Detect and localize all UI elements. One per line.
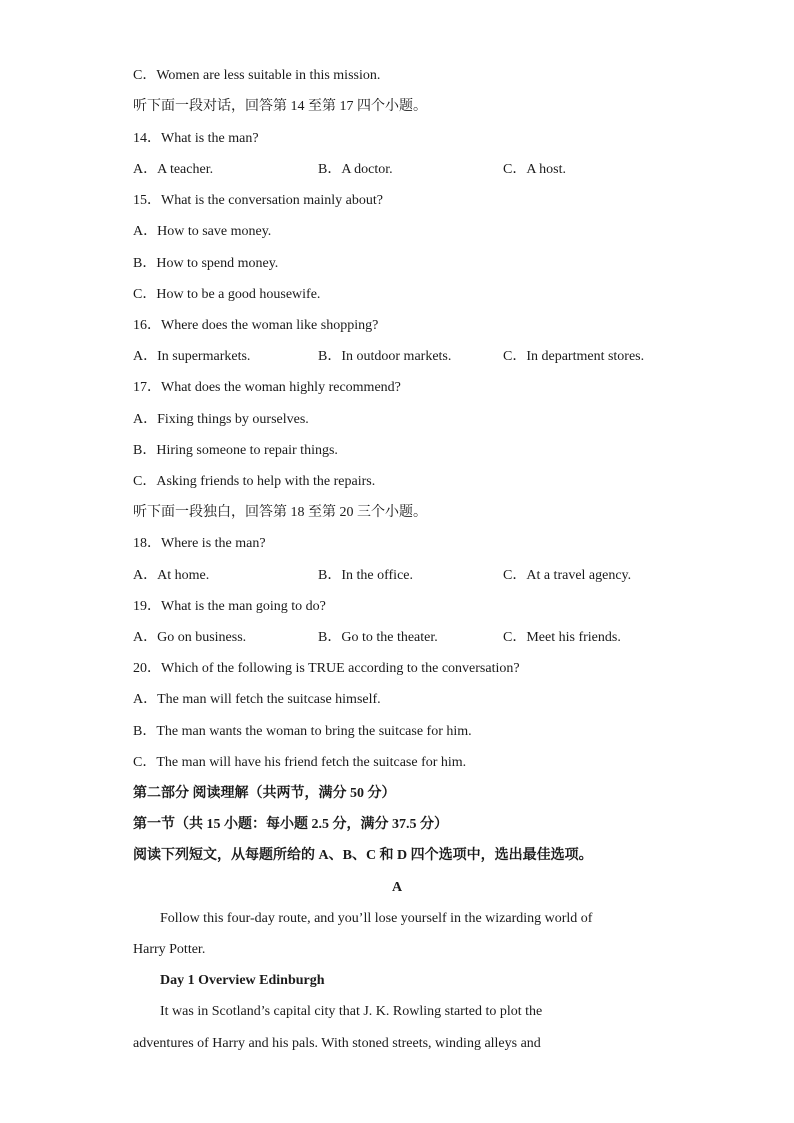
question-16: 16．Where does the woman like shopping? (133, 318, 379, 333)
question-18: 18．Where is the man? (133, 536, 266, 551)
q16-option-a: A．In supermarkets. (133, 349, 251, 364)
section-instruction-14-17: 听下面一段对话，回答第 14 至第 17 四个小题。 (133, 99, 427, 114)
q18-option-b: B．In the office. (318, 568, 413, 583)
q20-option-b: B．The man wants the woman to bring the suitcase for him. (133, 724, 472, 739)
q15-option-a: A．How to save money. (133, 224, 272, 239)
question-20: 20．Which of the following is TRUE according to the conversation? (133, 661, 520, 676)
section-instruction-18-20: 听下面一段独白，回答第 18 至第 20 三个小题。 (133, 505, 427, 520)
passage-label: A (391, 880, 403, 895)
q14-option-a: A．A teacher. (133, 162, 214, 177)
q20-option-a: A．The man will fetch the suitcase himself. (133, 692, 381, 707)
q15-option-c: C．How to be a good housewife. (133, 287, 321, 302)
question-19: 19．What is the man going to do? (133, 599, 326, 614)
q17-option-b: B．Hiring someone to repair things. (133, 443, 338, 458)
q19-option-b: B．Go to the theater. (318, 630, 438, 645)
q19-option-c: C．Meet his friends. (503, 630, 621, 645)
q17-option-c: C．Asking friends to help with the repairs. (133, 474, 376, 489)
q18-option-c: C．At a travel agency. (503, 568, 632, 583)
q20-option-c: C．The man will have his friend fetch the suitcase for him. (133, 755, 467, 770)
question-15: 15．What is the conversation mainly about? (133, 193, 383, 208)
passage-paragraph-1-line-2: Harry Potter. (133, 942, 206, 957)
q16-option-b: B．In outdoor markets. (318, 349, 452, 364)
question-14: 14．What is the man? (133, 131, 259, 146)
option-c-prev: C．Women are less suitable in this mission. (133, 68, 381, 83)
q16-option-c: C．In department stores. (503, 349, 645, 364)
passage-paragraph-2-line-1: It was in Scotland’s capital city that J. K. Rowling started to plot the (160, 1004, 543, 1019)
part-two-heading: 第二部分 阅读理解（共两节，满分 50 分） (133, 786, 396, 801)
section-one-heading: 第一节（共 15 小题：每小题 2.5 分，满分 37.5 分） (133, 817, 448, 832)
q14-option-b: B．A doctor. (318, 162, 393, 177)
q19-option-a: A．Go on business. (133, 630, 247, 645)
q17-option-a: A．Fixing things by ourselves. (133, 412, 309, 427)
passage-paragraph-2-line-2: adventures of Harry and his pals. With stoned streets, winding alleys and (133, 1036, 541, 1051)
q15-option-b: B．How to spend money. (133, 256, 279, 271)
q18-option-a: A．At home. (133, 568, 210, 583)
q14-option-c: C．A host. (503, 162, 567, 177)
question-17: 17．What does the woman highly recommend? (133, 380, 401, 395)
passage-paragraph-1-line-1: Follow this four-day route, and you’ll lose yourself in the wizarding world of (160, 911, 593, 926)
reading-instruction: 阅读下列短文，从每题所给的 A、B、C 和 D 四个选项中，选出最佳选项。 (133, 848, 593, 863)
day-1-heading: Day 1 Overview Edinburgh (160, 973, 325, 988)
